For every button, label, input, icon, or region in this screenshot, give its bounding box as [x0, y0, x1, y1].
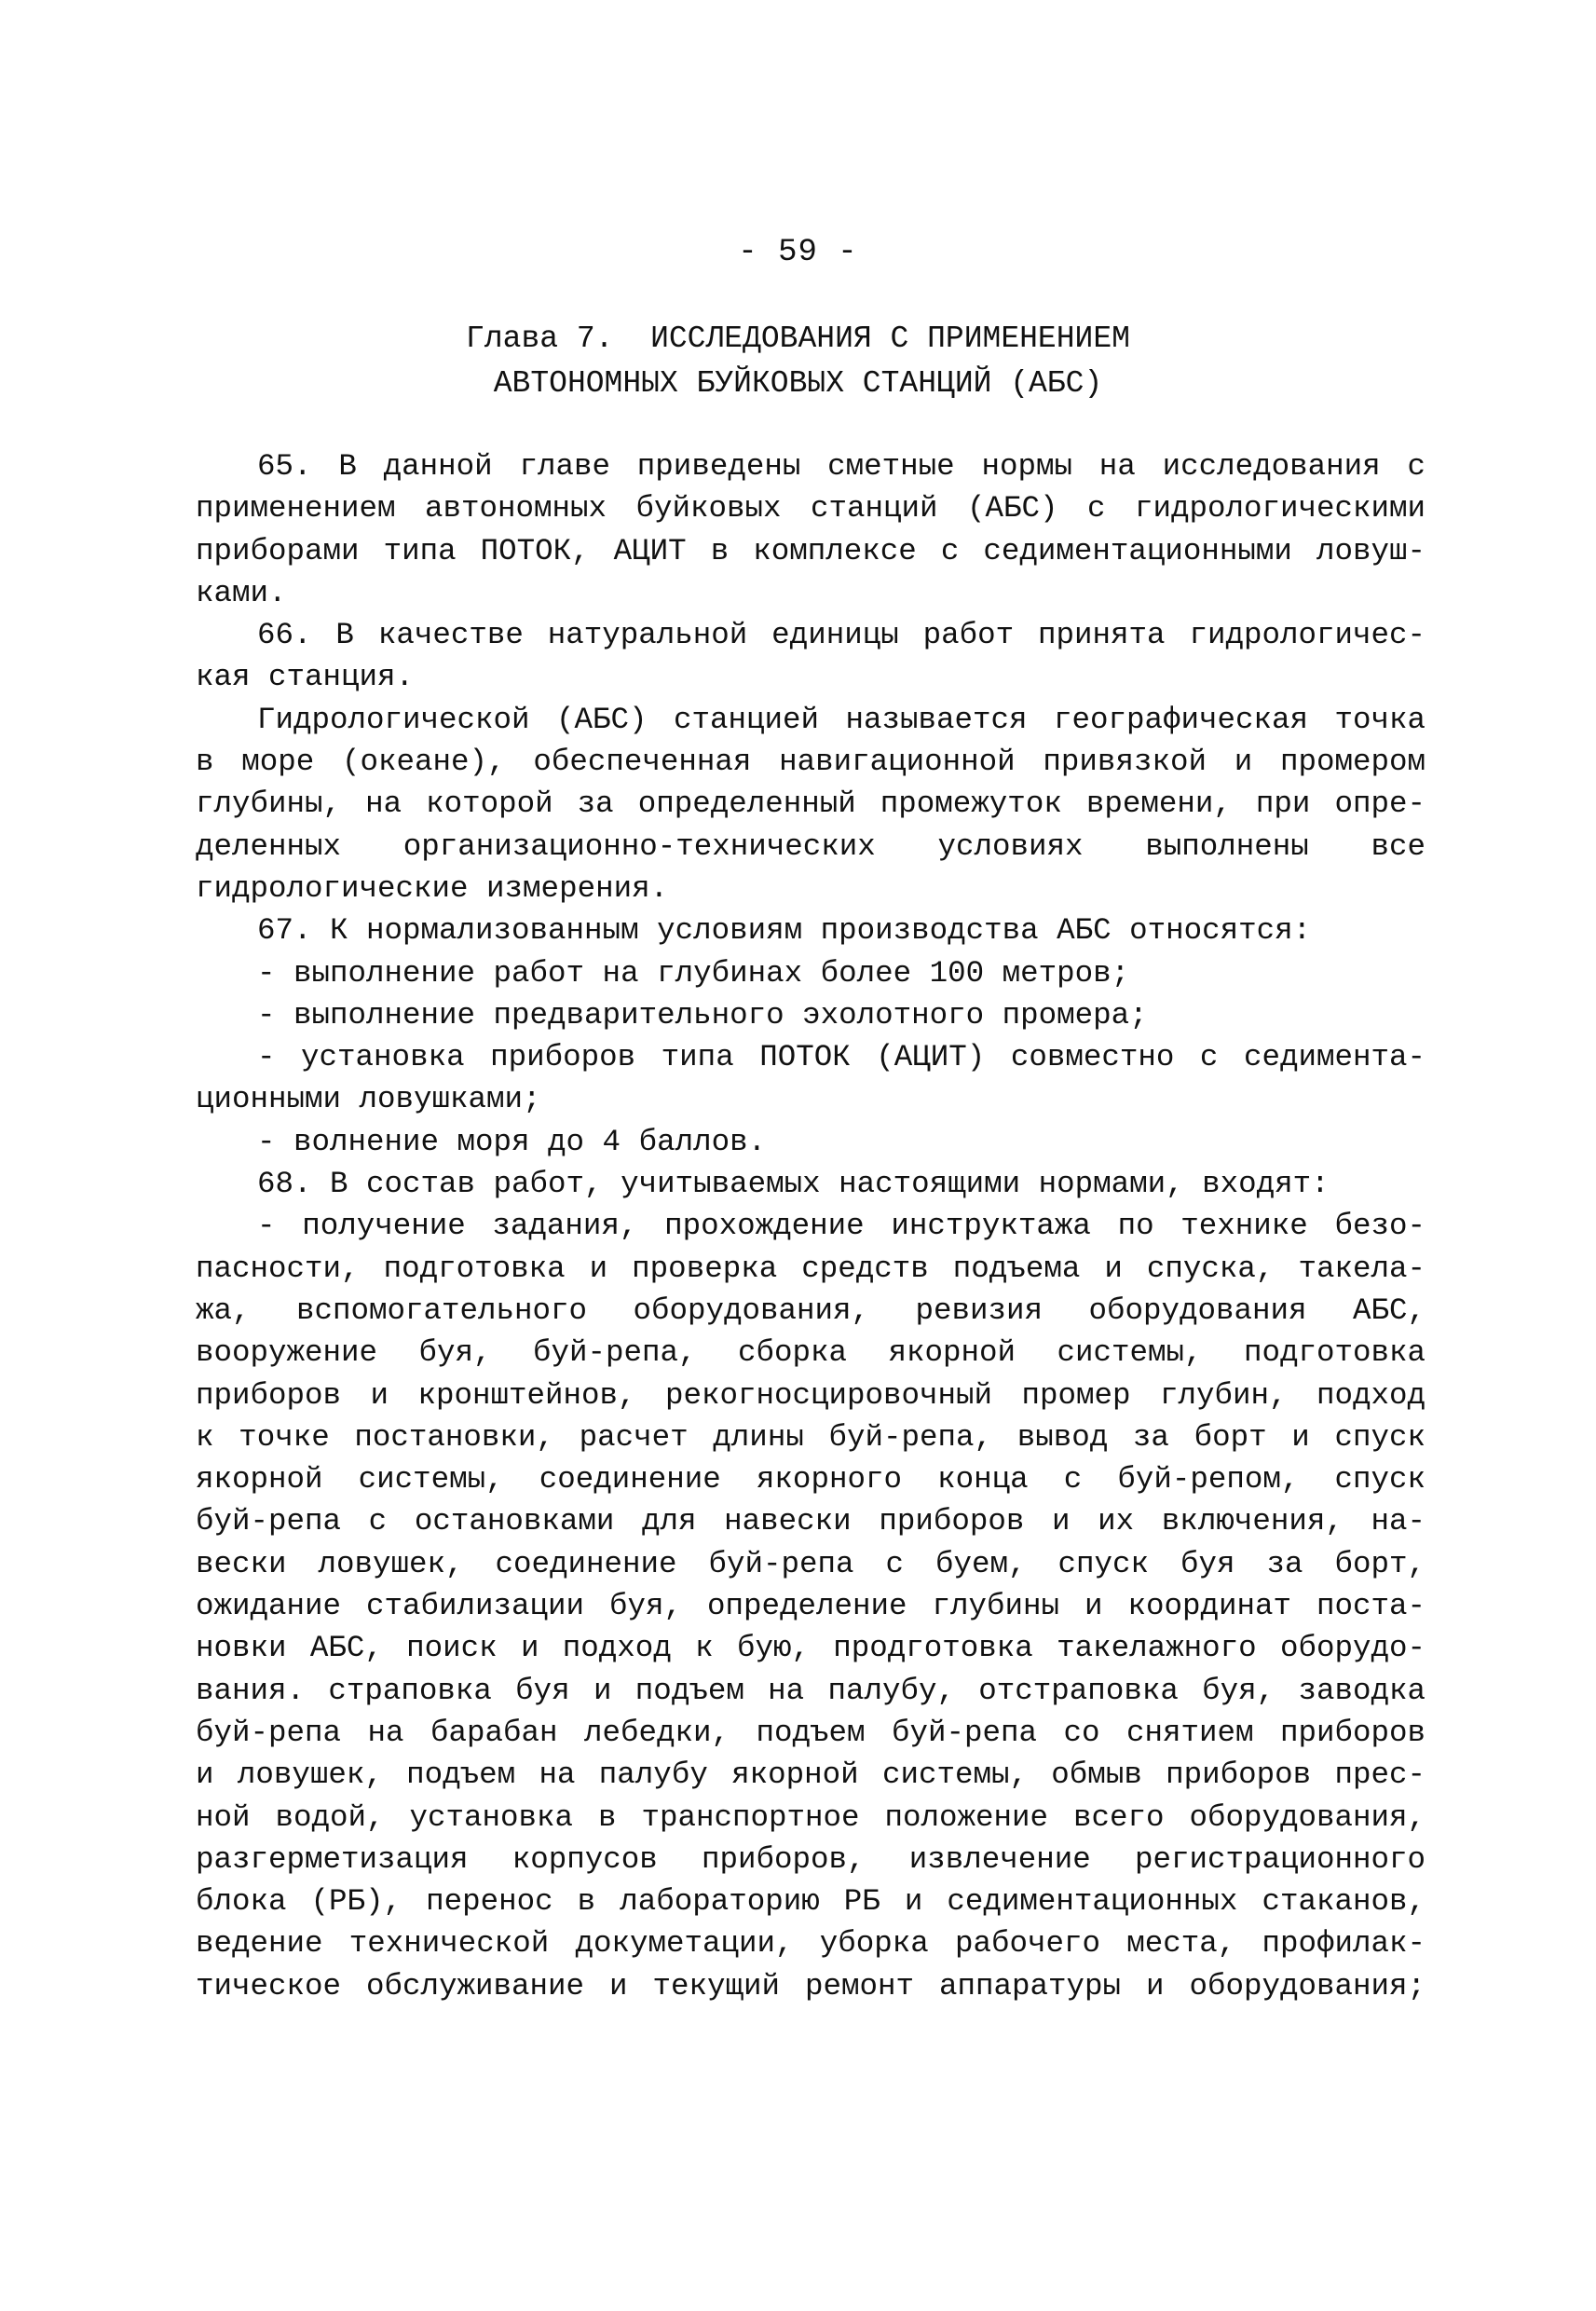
body-text: [196, 445, 1425, 2007]
text-line: Гидрологической (АБС) станцией называется географическая точка: [257, 702, 1425, 737]
text-line: новки АБС, поиск и подход к бую, продготовка такелажного оборудо-: [196, 1631, 1425, 1666]
text-line: буй-репа с остановками для навески приборов и их включения, на-: [196, 1504, 1425, 1539]
chapter-title-line-1: Глава 7. ИССЛЕДОВАНИЯ С ПРИМЕНЕНИЕМ: [466, 321, 1130, 356]
text-line: кая станция.: [196, 660, 415, 695]
list-item: - установка приборов типа ПОТОК (АЦИТ) совместно с седимента-: [257, 1040, 1425, 1075]
page-number: - 59 -: [738, 235, 858, 270]
text-line: в море (океане), обеспеченная навигационной привязкой и промером: [196, 745, 1425, 780]
text-line: приборов и кронштейнов, рекогносцировочный промер глубин, подход: [196, 1377, 1425, 1413]
text-line: блока (РБ), перенос в лабораторию РБ и седиментационных стаканов,: [196, 1884, 1425, 1920]
text-line: жа, вспомогательного оборудования, ревизия оборудования АБС,: [196, 1292, 1425, 1328]
text-line: ведение технической докуметации, уборка рабочего места, профилак-: [196, 1926, 1425, 1962]
text-line: 68. В состав работ, учитываемых настоящими нормами, входят:: [257, 1167, 1330, 1202]
text-line: буй-репа на барабан лебедки, подъем буй-репа со снятием приборов: [196, 1715, 1425, 1750]
list-item: - выполнение работ на глубинах более 100 метров;: [257, 955, 1130, 991]
text-line: глубины, на которой за определенный промежуток времени, при опре-: [196, 786, 1425, 822]
text-line: деленных организационно-технических условиях выполнены все: [196, 828, 1425, 864]
list-item: - получение задания, прохождение инструктажа по технике безо-: [257, 1209, 1425, 1244]
text-line: пасности, подготовка и проверка средств подъема и спуска, такела-: [196, 1251, 1425, 1286]
text-line: и ловушек, подъем на палубу якорной системы, обмыв приборов прес-: [196, 1757, 1425, 1793]
text-line: вооружение буя, буй-репа, сборка якорной системы, подготовка: [196, 1335, 1425, 1371]
text-line: приборами типа ПОТОК, АЦИТ в комплексе с седиментационными ловуш-: [196, 533, 1425, 568]
text-line: вески ловушек, соединение буй-репа с буем, спуск буя за борт,: [196, 1546, 1425, 1581]
chapter-title-line-2: АВТОНОМНЫХ БУЙКОВЫХ СТАНЦИЙ (АБС): [493, 366, 1103, 401]
list-item: - волнение моря до 4 баллов.: [257, 1124, 767, 1159]
text-line: 65. В данной главе приведены сметные нормы на исследования с: [257, 449, 1425, 484]
text-line: гидрологические измерения.: [196, 870, 669, 906]
text-line: ками.: [196, 575, 287, 610]
text-line: тическое обслуживание и текущий ремонт аппаратуры и оборудования;: [196, 1968, 1425, 2003]
text-line: ционными ловушками;: [196, 1082, 541, 1117]
chapter-title: [0, 317, 1596, 406]
text-line: к точке постановки, расчет длины буй-репа, вывод за борт и спуск: [196, 1419, 1425, 1455]
text-line: применением автономных буйковых станций (АБС) с гидрологическими: [196, 491, 1425, 526]
list-item: - выполнение предварительного эхолотного промера;: [257, 997, 1148, 1032]
text-line: вания. страповка буя и подъем на палубу, отстраповка буя, заводка: [196, 1673, 1425, 1708]
text-line: 67. К нормализованным условиям производства АБС относятся:: [257, 913, 1312, 949]
text-line: ной водой, установка в транспортное положение всего оборудования,: [196, 1799, 1425, 1835]
text-line: ожидание стабилизации буя, определение глубины и координат поста-: [196, 1589, 1425, 1624]
text-line: разгерметизация корпусов приборов, извлечение регистрационного: [196, 1841, 1425, 1877]
text-line: 66. В качестве натуральной единицы работ принята гидрологичес-: [257, 618, 1425, 653]
text-line: якорной системы, соединение якорного конца с буй-репом, спуск: [196, 1462, 1425, 1497]
